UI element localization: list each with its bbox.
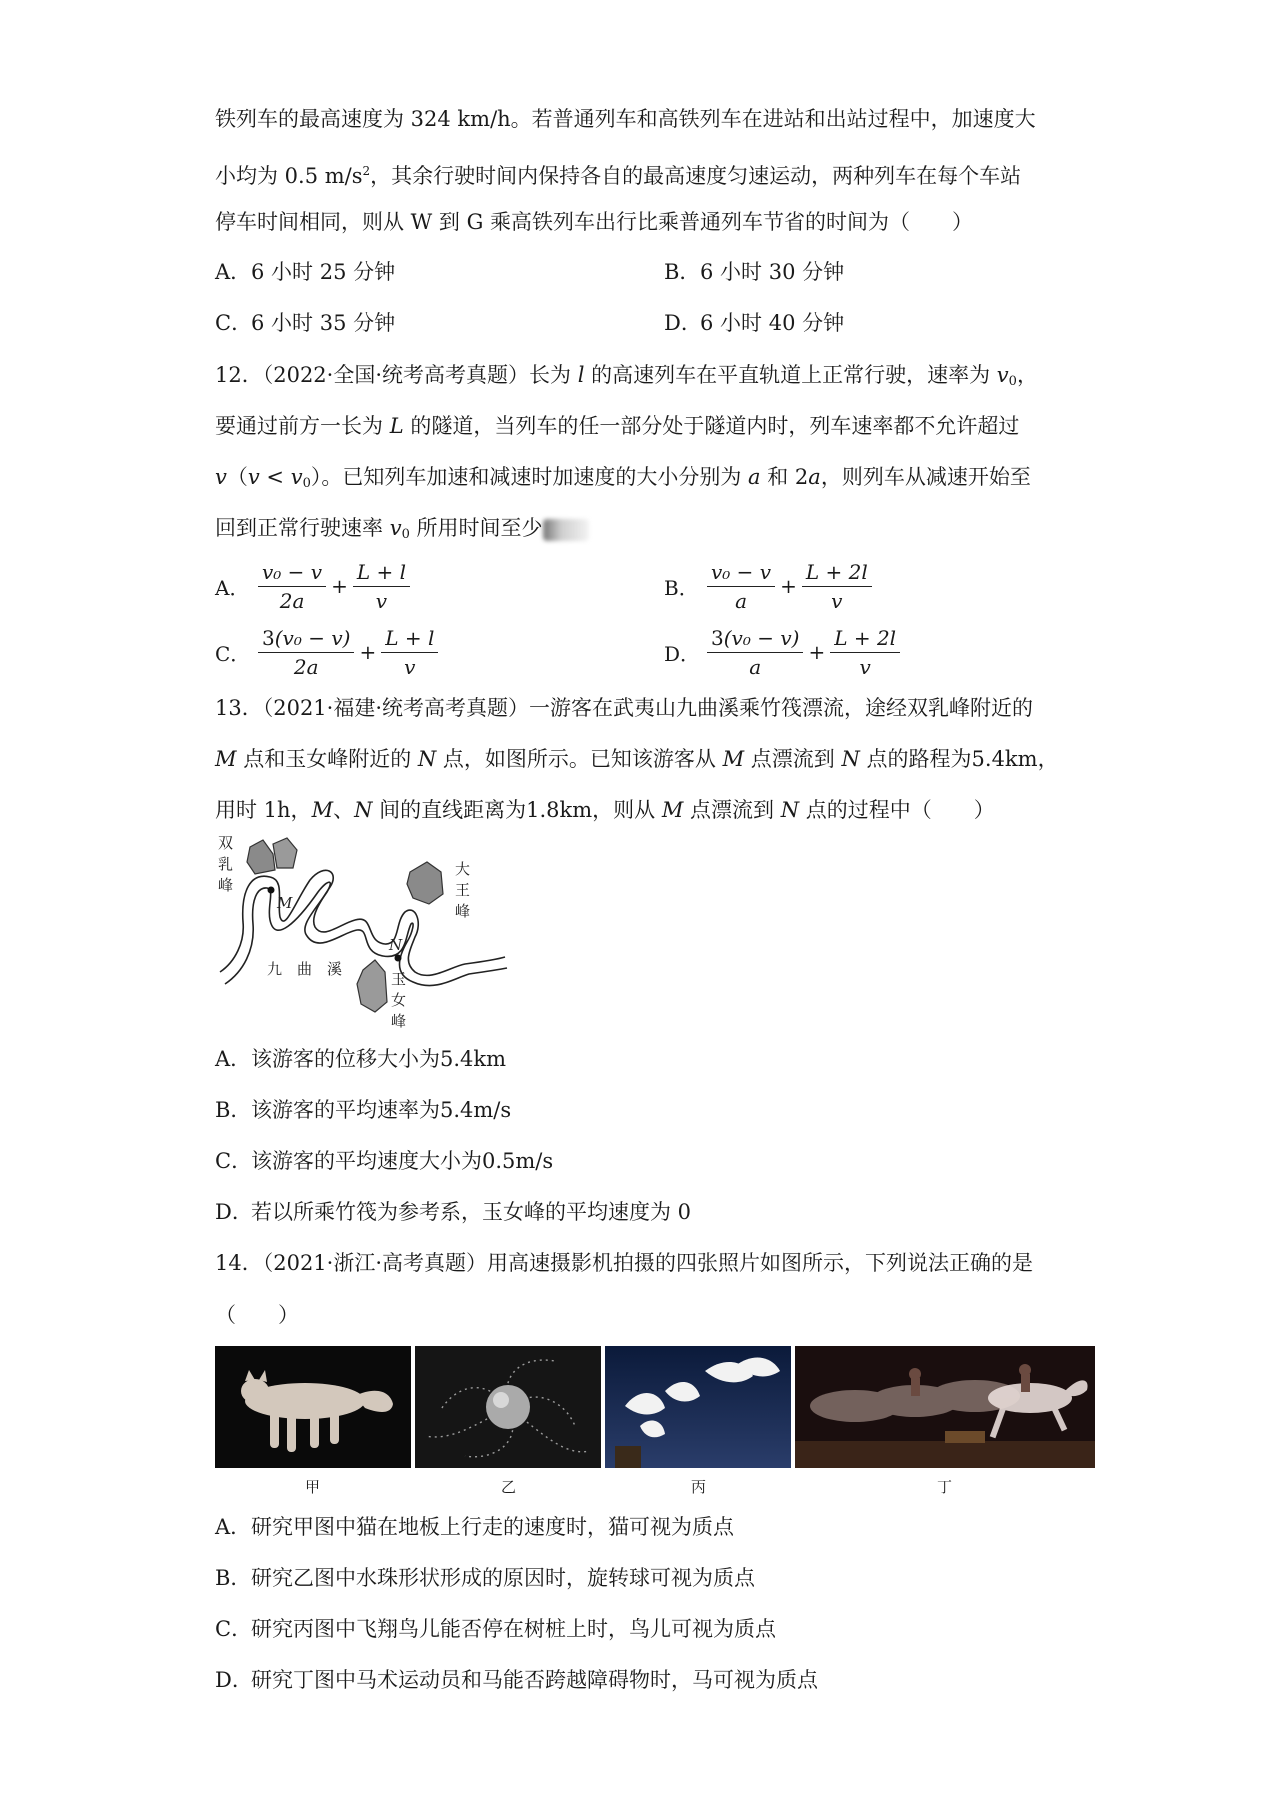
fraction: $\frac{\text{v₀ − v}}{2a}$	[258, 560, 326, 613]
shuangrufeng-rock-2	[273, 838, 297, 868]
q12-line-3: $v(v < v_0)$。已知列车加速和减速时加速度的大小分别为 a 和 2a，则列车从减速开始至	[215, 465, 1031, 491]
q12-option-c[interactable]	[215, 622, 441, 682]
q12-option-b[interactable]	[664, 556, 875, 616]
q12-line-1: 12．（2022·全国·统考高考真题）长为 l 的高速列车在平直轨道上正常行驶，速率为 $v_0$，	[215, 363, 1038, 389]
photo-yi	[415, 1346, 601, 1468]
caption-bing: 丙	[691, 1478, 707, 1496]
map-label-yu: 玉	[391, 970, 407, 988]
q14-option-c[interactable]: C．研究丙图中飞翔鸟儿能否停在树桩上时，鸟儿可视为质点	[215, 1617, 776, 1641]
photo-jia	[215, 1346, 411, 1468]
option-label: D．	[664, 641, 701, 666]
option-label: B．	[664, 575, 699, 600]
q11-option-a[interactable]: A．6 小时 25 分钟	[215, 260, 396, 284]
photo-ding	[795, 1346, 1095, 1468]
q14-line-1: 14．（2021·浙江·高考真题）用高速摄影机拍摄的四张照片如图所示，下列说法正确的是	[215, 1251, 1034, 1275]
q14-option-d[interactable]: D．研究丁图中马术运动员和马能否跨越障碍物时，马可视为质点	[215, 1668, 818, 1692]
dawangfeng-rock	[407, 862, 443, 904]
plus-sign: +	[359, 640, 377, 664]
map-label-ru: 乳	[218, 855, 234, 873]
q11-option-b[interactable]: B．6 小时 30 分钟	[664, 260, 845, 284]
fraction: $\frac{L + 2l}{v}$	[802, 560, 872, 613]
yunvfeng-rock	[357, 960, 387, 1012]
fraction: $\frac{\text{3(v₀ − v)}}{a}$	[707, 626, 803, 679]
jiuquxi-map	[215, 832, 515, 1032]
q14-option-b[interactable]: B．研究乙图中水珠形状形成的原因时，旋转球可视为质点	[215, 1566, 755, 1590]
q12-line-4: 回到正常行驶速率 $v_0$ 所用时间至少	[215, 513, 589, 550]
q13-option-d[interactable]: D．若以所乘竹筏为参考系，玉女峰的平均速度为 0	[215, 1200, 692, 1224]
q14-line-2: （ ）	[215, 1303, 299, 1327]
map-label-m: M	[277, 894, 293, 912]
blur-artifact	[543, 519, 589, 541]
q11-line-2: 小均为 0.5 $m/s^2$，其余行驶时间内保持各自的最高速度匀速运动，两种列车在每个车站	[215, 164, 1022, 188]
plus-sign: +	[808, 640, 826, 664]
caption-ding: 丁	[937, 1478, 953, 1496]
fraction: $\frac{\text{v₀ − v}}{a}$	[707, 560, 775, 613]
option-label: A．	[215, 575, 250, 600]
q13-option-b[interactable]: B．该游客的平均速率为5.4m/s	[215, 1098, 512, 1122]
q13-line-1: 13．（2021·福建·统考高考真题）一游客在武夷山九曲溪乘竹筏漂流，途经双乳峰附近的	[215, 696, 1034, 720]
map-label-shuang: 双	[218, 834, 234, 852]
q11-option-d[interactable]: D．6 小时 40 分钟	[664, 311, 845, 335]
q13-line-3: 用时 1h，M、N 间的直线距离为1.8km，则从 M 点漂流到 N 点的过程中（ ）	[215, 798, 995, 822]
q11-line-1: 铁列车的最高速度为 324 km/h。若普通列车和高铁列车在进站和出站过程中，加速度大	[215, 107, 1036, 131]
q12-option-d[interactable]	[664, 622, 903, 682]
map-label-nv: 女	[391, 991, 407, 1009]
map-label-jiuquxi: 九 曲 溪	[267, 960, 343, 978]
plus-sign: +	[780, 574, 797, 598]
fraction: $\frac{L + 2l}{v}$	[830, 626, 900, 679]
map-label-feng3: 峰	[391, 1012, 407, 1030]
q13-option-a[interactable]: A．该游客的位移大小为5.4km	[215, 1047, 507, 1071]
option-label: C．	[215, 641, 251, 666]
q13-line-2: M 点和玉女峰附近的 N 点，如图所示。已知该游客从 M 点漂流到 N 点的路程为5.4km，	[215, 747, 1059, 771]
q11-option-c[interactable]: C．6 小时 35 分钟	[215, 311, 396, 335]
q12-line-2: 要通过前方一长为 L 的隧道，当列车的任一部分处于隧道内时，列车速率都不允许超过	[215, 414, 1020, 438]
caption-yi: 乙	[501, 1478, 517, 1496]
photo-strip	[215, 1346, 1105, 1496]
map-label-feng2: 峰	[455, 902, 471, 920]
caption-jia: 甲	[305, 1478, 321, 1496]
point-m-marker	[268, 887, 275, 894]
fraction: $\frac{\text{3(v₀ − v)}}{2a}$	[258, 626, 354, 679]
map-label-n: N	[389, 936, 403, 954]
map-label-da: 大	[455, 860, 471, 878]
map-label-wang: 王	[455, 881, 471, 899]
fraction: $\frac{L + l}{v}$	[353, 560, 410, 613]
q12-option-a[interactable]	[215, 556, 413, 616]
fraction: $\frac{L + l}{v}$	[381, 626, 438, 679]
q14-option-a[interactable]: A．研究甲图中猫在地板上行走的速度时，猫可视为质点	[215, 1515, 734, 1539]
q13-option-c[interactable]: C．该游客的平均速度大小为0.5m/s	[215, 1149, 554, 1173]
q11-line-3: 停车时间相同，则从 W 到 G 乘高铁列车出行比乘普通列车节省的时间为（ ）	[215, 210, 974, 234]
plus-sign: +	[331, 574, 348, 598]
point-n-marker	[395, 955, 402, 962]
map-label-feng1: 峰	[218, 876, 234, 894]
photo-bing	[605, 1346, 791, 1468]
shuangrufeng-rock-1	[247, 840, 275, 874]
